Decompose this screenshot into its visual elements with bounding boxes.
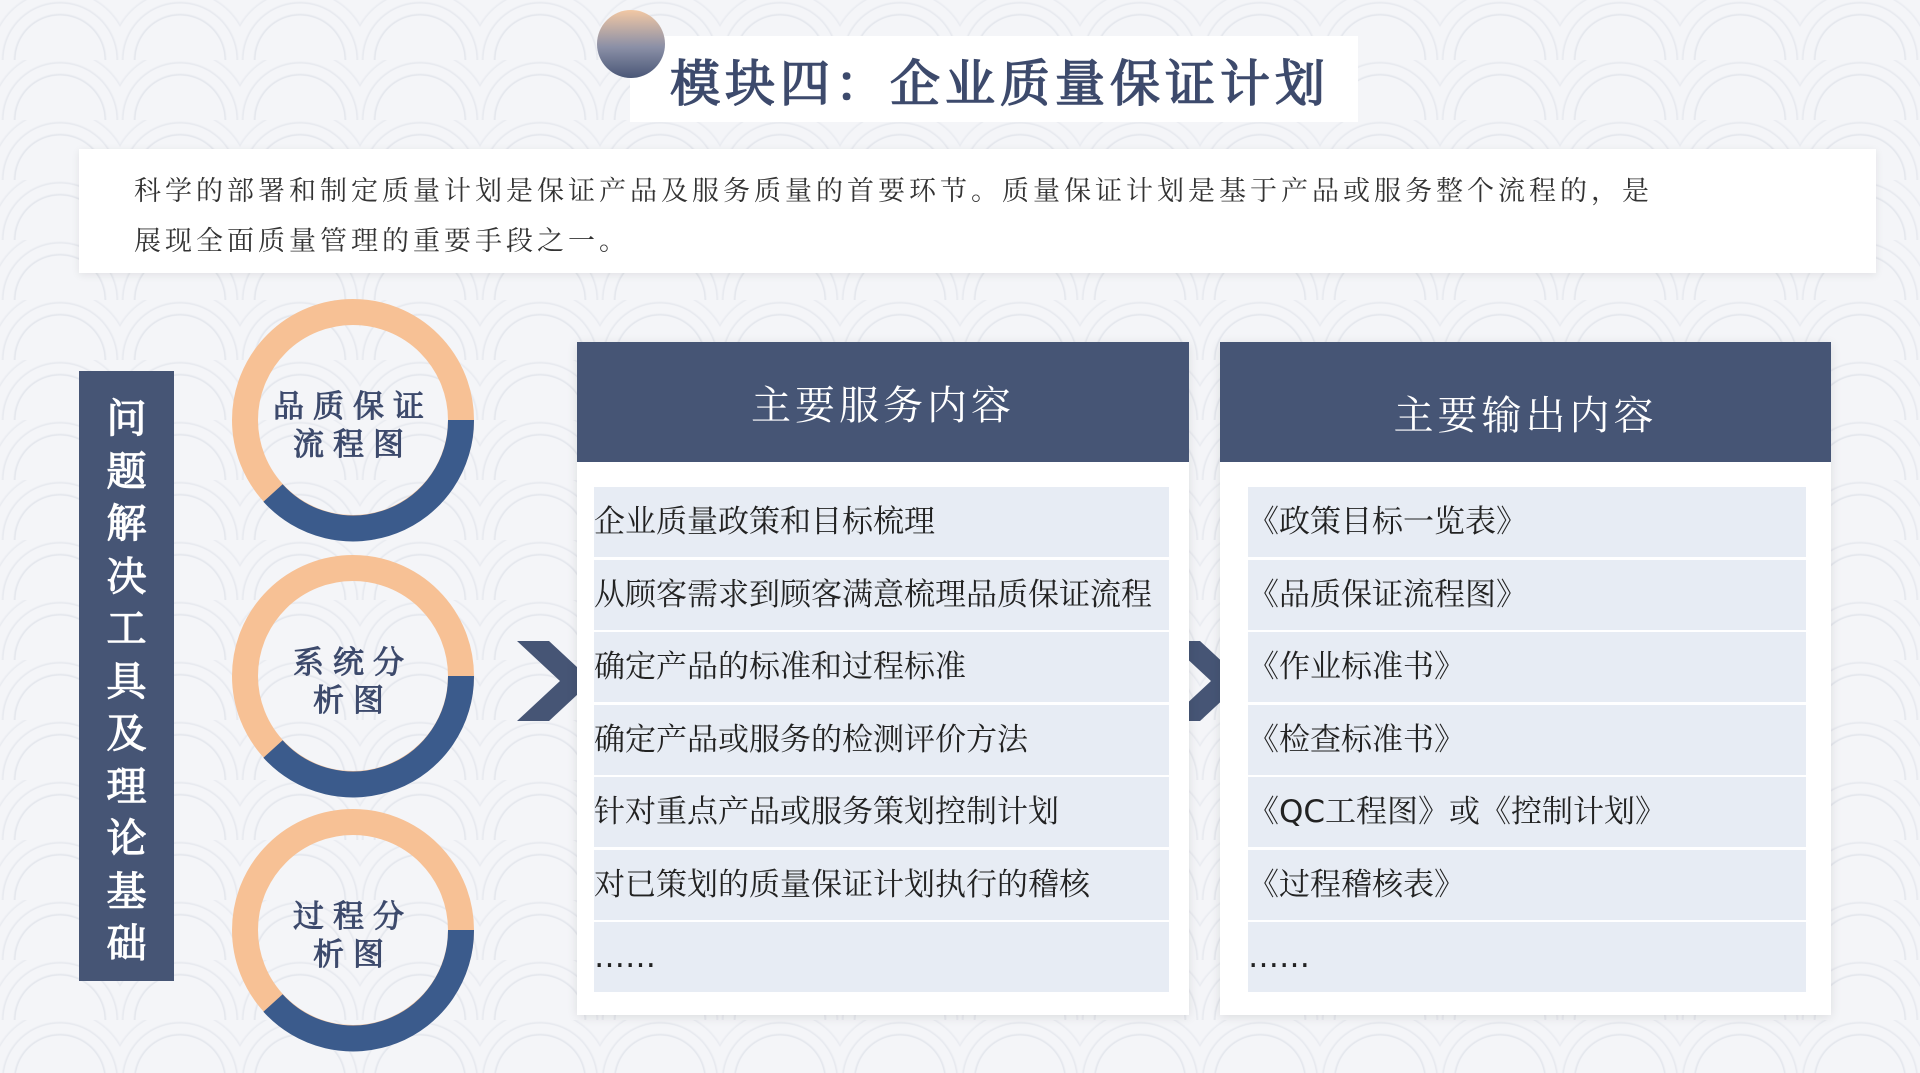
services-row: 确定产品的标准和过程标准 [594,632,1169,702]
side-label-text [79,393,174,971]
outputs-header [1220,342,1831,462]
tool-ring-3-label [258,898,448,974]
page-title: 模块四：企业质量保证计划 [670,55,1330,113]
tool-2-line-2: 析图 [313,683,393,719]
outputs-row: …… [1248,922,1806,992]
side-label-char: 理 [106,763,147,810]
services-row: 确定产品或服务的检测评价方法 [594,705,1169,775]
side-label-char: 决 [106,553,147,600]
services-row: …… [594,922,1169,992]
outputs-row: 《过程稽核表》 [1248,850,1806,920]
title-decoration-circle [597,10,665,78]
side-label-char: 基 [106,868,147,915]
side-label-char: 具 [106,658,147,705]
side-label-char: 础 [106,921,147,967]
outputs-row: 《政策目标一览表》 [1248,487,1806,557]
services-row: 企业质量政策和目标梳理 [594,487,1169,557]
tool-1-line-2: 流程图 [293,427,413,463]
intro-box [79,149,1876,273]
outputs-row: 《QC工程图》或《控制计划》 [1248,777,1806,847]
tool-ring-1-label [258,388,448,464]
services-panel [577,342,1189,1015]
services-header-text: 主要服务内容 [751,383,1015,429]
side-label-char: 解 [106,501,147,547]
tool-3-line-2: 析图 [313,937,393,973]
tool-2-line-1: 系统分 [293,645,413,681]
side-label-bar [79,371,174,981]
side-label-char: 题 [106,448,147,495]
tool-3-line-1: 过程分 [293,899,413,935]
side-label-char: 问 [106,396,147,442]
side-label-char: 及 [106,711,147,757]
intro-line-1: 科学的部署和制定质量计划是保证产品及服务质量的首要环节。质量保证计划是基于产品或服务整个流程的，是 [134,176,1653,207]
outputs-panel [1220,342,1831,1015]
outputs-row: 《检查标准书》 [1248,705,1806,775]
services-row: 从顾客需求到顾客满意梳理品质保证流程 [594,560,1169,630]
services-header [577,342,1189,462]
services-row: 对已策划的质量保证计划执行的稽核 [594,850,1169,920]
tool-ring-2-label [258,644,448,720]
outputs-row: 《品质保证流程图》 [1248,560,1806,630]
intro-text [134,167,1834,267]
services-row: 针对重点产品或服务策划控制计划 [594,777,1169,847]
side-label-char: 论 [106,816,147,862]
tool-1-line-1: 品质保证 [273,389,433,425]
outputs-row: 《作业标准书》 [1248,632,1806,702]
outputs-header-text: 主要输出内容 [1393,393,1658,439]
side-label-char: 工 [106,606,147,652]
intro-line-2: 展现全面质量管理的重要手段之一。 [134,226,630,257]
